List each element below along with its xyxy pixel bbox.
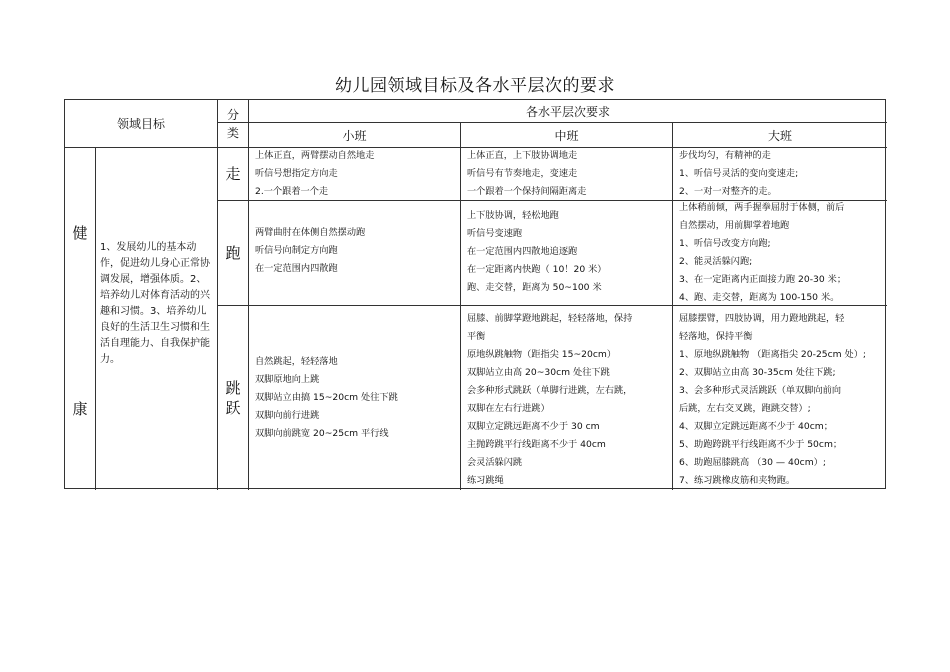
text-line: 双脚站立由高 20~30cm 处往下跳	[467, 367, 610, 378]
jump-small-class	[255, 353, 458, 443]
divider	[672, 122, 673, 490]
walk-large-class	[679, 147, 885, 201]
text-line: 一个跟着一个保持间隔距离走	[467, 186, 587, 197]
category-jump: 跳跃	[225, 378, 241, 417]
text-line: 4、跑、走交替，距离为 100-150 米。	[679, 292, 840, 303]
walk-small-class	[255, 147, 458, 201]
text-line: 1、听信号灵活的变向变速走;	[679, 168, 799, 179]
text-line: 双脚站立由搞 15~20cm 处往下跳	[255, 392, 398, 403]
domain-char-1: 健	[72, 223, 88, 242]
text-line: 原地纵跳触物（距指尖 15~20cm）	[467, 349, 617, 360]
text-line: 3、会多种形式灵活跳跃（单双脚向前向	[679, 385, 842, 396]
text-line: 听信号有节奏地走，变速走	[467, 168, 578, 179]
text-line: 2、一对一对整齐的走。	[679, 186, 777, 197]
text-line: 2、双脚站立由高 30-35cm 处往下跳;	[679, 367, 836, 378]
text-line: 上体正直，上下肢协调地走	[467, 150, 578, 161]
text-line: 6、助跑屈膝跳高 （30 — 40cm）;	[679, 457, 826, 468]
run-large-class	[679, 199, 885, 307]
text-line: 上体正直，两臂摆动自然地走	[255, 150, 375, 161]
text-line: 主抛跨跳平行线距离不少于 40cm	[467, 439, 606, 450]
text-line: 练习跳绳	[467, 475, 504, 486]
text-line: 跑、走交替，距离为 50~100 米	[467, 282, 602, 293]
divider	[460, 122, 461, 490]
text-line: 双脚向前行进跳	[255, 410, 320, 421]
header-large-class: 大班	[767, 128, 792, 143]
domain-goals: 1、发展幼儿的基本动作，促进幼儿身心正常协调发展，增强体质。2、培养幼儿对体育活动的兴趣和习惯。3、培养幼儿良好的生活卫生习惯和生活自理能力、自我保护能力。	[100, 242, 210, 365]
header-levels: 各水平层次要求	[525, 104, 610, 119]
divider	[95, 147, 96, 490]
requirements-table	[64, 99, 886, 489]
text-line: 屈膝摆臂，四肢协调，用力蹬地跳起，轻	[679, 313, 845, 324]
jump-large-class	[679, 310, 885, 490]
header-domain-goal: 领域目标	[116, 117, 165, 131]
text-line: 1、原地纵跳触物 （距离指尖 20-25cm 处）;	[679, 349, 867, 360]
text-line: 轻落地，保持平衡	[679, 331, 753, 342]
text-line: 4、双脚立定跳远距离不少于 40cm；	[679, 421, 833, 432]
text-line: 2.一个跟着一个走	[255, 186, 329, 197]
text-line: 在一定距离内快跑（ 10！20 米）	[467, 264, 607, 275]
category-run: 跑	[225, 243, 241, 262]
walk-middle-class	[467, 147, 670, 201]
divider	[248, 100, 249, 490]
text-line: 自然跳起，轻轻落地	[255, 356, 338, 367]
text-line: 步伐均匀，有精神的走	[679, 150, 771, 161]
text-line: 听信号变速跑	[467, 228, 523, 239]
text-line: 会灵活躲闪跳	[467, 457, 523, 468]
text-line: 双脚向前跳宽 20~25cm 平行线	[255, 428, 389, 439]
text-line: 两臂曲肘在体侧自然摆动跑	[255, 227, 366, 238]
header-middle-class: 中班	[554, 128, 579, 143]
text-line: 在一定范围内四散地追逐跑	[467, 246, 578, 257]
text-line: 听信号想指定方向走	[255, 168, 338, 179]
run-small-class	[255, 224, 458, 278]
text-line: 2、能灵活躲闪跑;	[679, 256, 753, 267]
text-line: 双脚在左右行进跳）	[467, 403, 550, 414]
header-small-class: 小班	[342, 128, 367, 143]
text-line: 平衡	[467, 331, 486, 342]
domain-char-2: 康	[72, 399, 88, 418]
text-line: 听信号向制定方向跑	[255, 245, 338, 256]
page-title: 幼儿园领域目标及各水平层次的要求	[335, 76, 615, 96]
text-line: 自然摆动，用前脚掌着地跑	[679, 220, 790, 231]
text-line: 7、练习跳橡皮筋和夹物跑。	[679, 475, 796, 486]
category-walk: 走	[225, 164, 241, 183]
text-line: 会多种形式跳跃（单脚行进跳，左右跳，	[467, 385, 633, 396]
header-category: 分类	[226, 107, 239, 140]
run-middle-class	[467, 207, 670, 297]
text-line: 双脚原地向上跳	[255, 374, 320, 385]
text-line: 1、听信号改变方向跑;	[679, 238, 771, 249]
text-line: 在一定范围内四散跑	[255, 263, 338, 274]
text-line: 上下肢协调，轻松地跑	[467, 210, 559, 221]
text-line: 后跳，左右交叉跳，跑跳交替）;	[679, 403, 811, 414]
text-line: 3、在一定距离内正面接力跑 20-30 米；	[679, 274, 847, 285]
text-line: 上体稍前倾，两手握拳屈肘于体侧，前后	[679, 202, 845, 213]
jump-middle-class	[467, 310, 670, 490]
text-line: 屈膝、前脚掌蹬地跳起，轻轻落地，保持	[467, 313, 633, 324]
text-line: 5、助跑跨跳平行线距离不少于 50cm；	[679, 439, 843, 450]
text-line: 双脚立定跳远距离不少于 30 cm	[467, 421, 600, 432]
